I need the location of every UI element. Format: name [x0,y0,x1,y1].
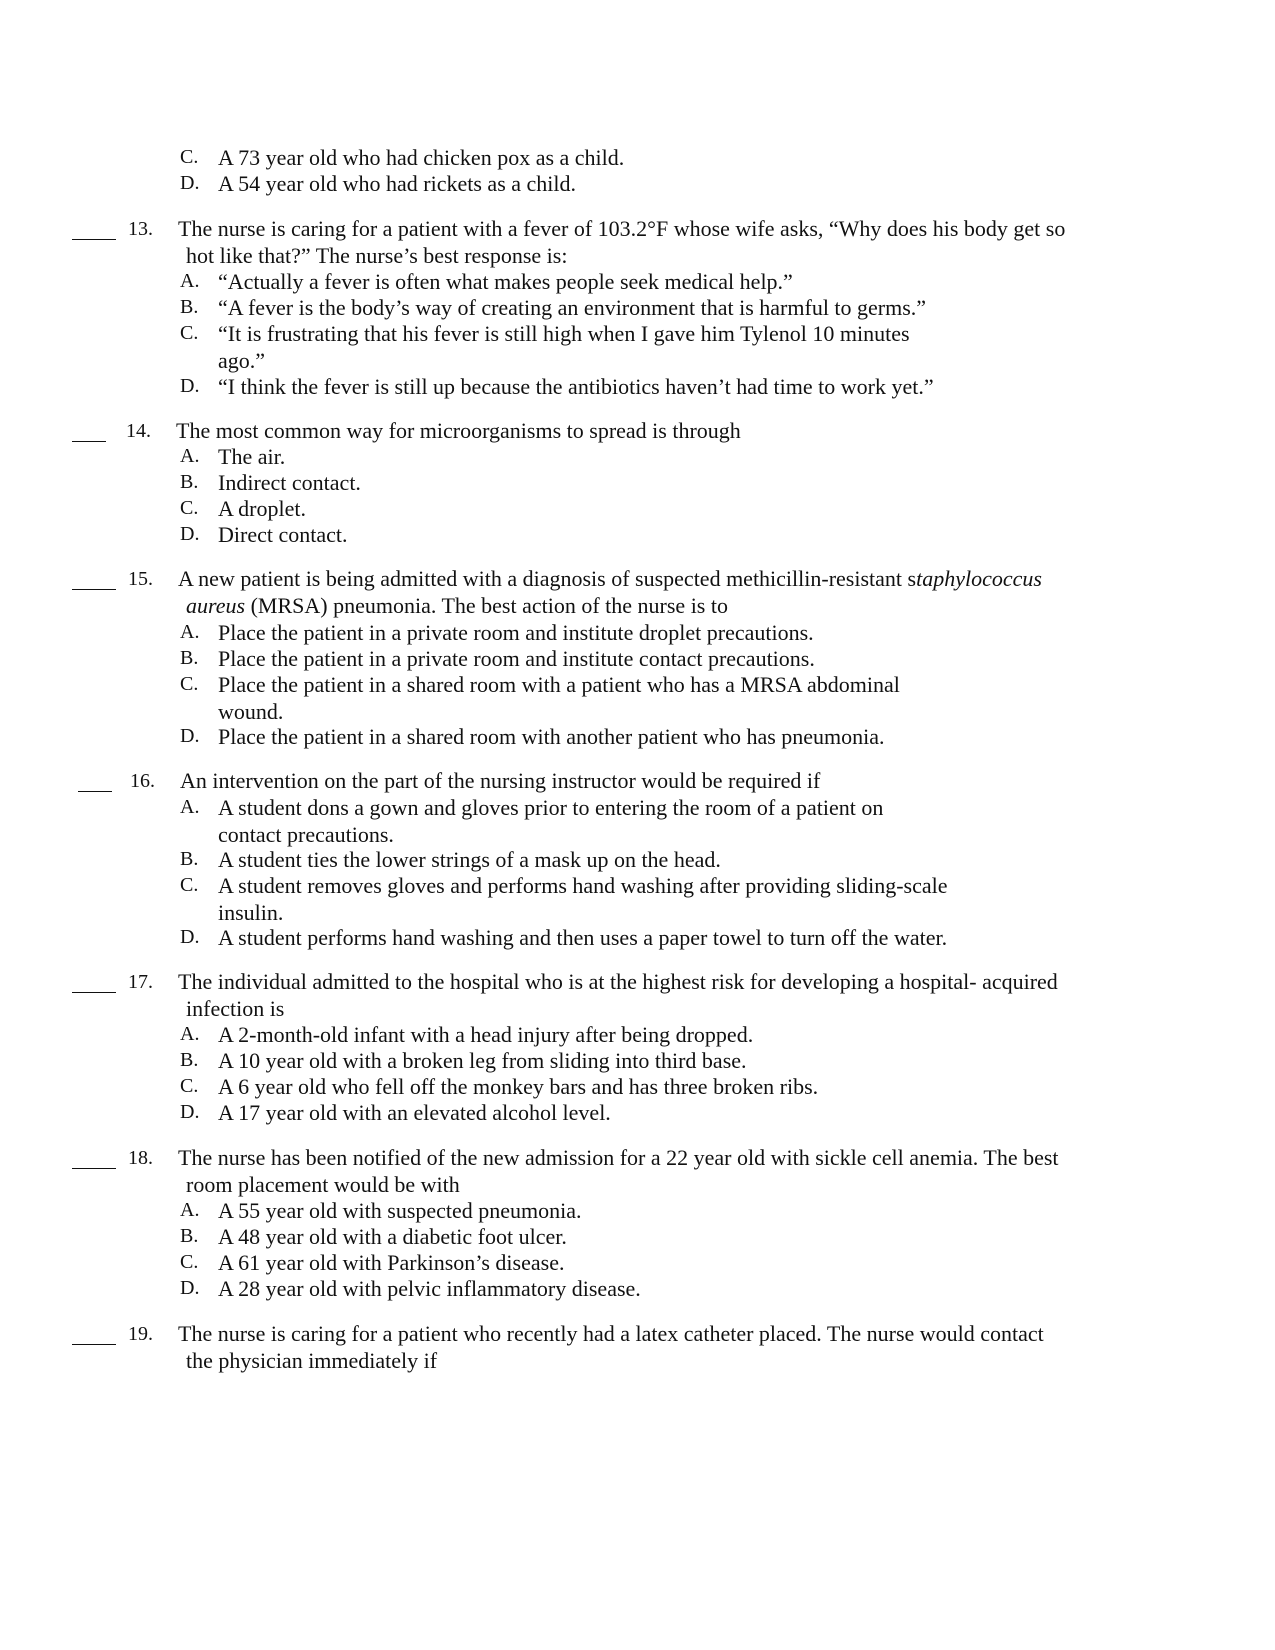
stem-line: hot like that?” The nurse’s best response is: [186,243,568,268]
question-stem [176,417,1182,444]
question-stem [178,1144,1184,1198]
stem-line: The individual admitted to the hospital who is at the highest risk for developing a hospital- acquired [178,969,1058,994]
question-number: 15. [128,568,153,590]
option-text-line: Place the patient in a shared room with a patient who has a MRSA abdominal [218,672,900,697]
question-stem [178,1320,1184,1374]
option-text: A droplet. [218,496,306,521]
option-text-line: wound. [218,699,284,724]
question-number: 13. [128,218,153,240]
option-text: A 61 year old with Parkinson’s disease. [218,1250,565,1275]
option-text: A 48 year old with a diabetic foot ulcer. [218,1224,567,1249]
option-letter: D. [180,172,200,194]
answer-blank[interactable] [72,567,116,590]
option-letter: C. [180,1251,199,1273]
answer-blank[interactable] [72,1322,116,1345]
stem-line: The nurse has been notified of the new admission for a 22 year old with sickle cell anemia. The best [178,1145,1059,1170]
option-letter: C. [180,1075,199,1097]
option-text: A 2-month-old infant with a head injury after being dropped. [218,1022,754,1047]
option-text: A 73 year old who had chicken pox as a child. [218,145,625,170]
question-number: 18. [128,1147,153,1169]
option-text: “A fever is the body’s way of creating an environment that is harmful to germs.” [218,295,927,320]
option-letter: B. [180,848,199,870]
option-letter: D. [180,375,200,397]
stem-line [184,592,1184,619]
stem-line: An intervention on the part of the nursing instructor would be required if [180,768,821,793]
species-name: taphylococcus [916,566,1042,591]
option-letter: D. [180,1277,200,1299]
option-letter: B. [180,296,199,318]
option-letter: B. [180,647,199,669]
option-letter: B. [180,1049,199,1071]
option-letter: C. [180,146,199,168]
option-letter: D. [180,1101,200,1123]
option-text [218,872,998,926]
option-letter: C. [180,322,199,344]
option-text [218,671,998,725]
question-number: 16. [130,770,155,792]
option-letter: A. [180,445,200,467]
option-text: “Actually a fever is often what makes people seek medical help.” [218,269,793,294]
option-text: A 17 year old with an elevated alcohol level. [218,1100,611,1125]
option-text-line: ago.” [218,348,266,373]
option-text-line: A student dons a gown and gloves prior to entering the room of a patient on [218,795,884,820]
option-text: A 28 year old with pelvic inflammatory disease. [218,1276,641,1301]
option-letter: C. [180,497,199,519]
option-letter: B. [180,1225,199,1247]
option-text: Indirect contact. [218,470,361,495]
option-text: Place the patient in a shared room with another patient who has pneumonia. [218,724,885,749]
question-number: 17. [128,971,153,993]
stem-text: A new patient is being admitted with a diagnosis of suspected methicillin-resistant s [178,566,917,591]
option-text: Direct contact. [218,522,348,547]
answer-blank[interactable] [72,419,106,442]
question-stem [180,767,1186,794]
answer-blank[interactable] [78,769,112,792]
option-text: The air. [218,444,286,469]
stem-line: the physician immediately if [186,1348,438,1373]
option-letter: A. [180,1023,200,1045]
stem-line: infection is [186,996,285,1021]
stem-line [178,565,1184,592]
question-stem [178,565,1184,619]
stem-line: The most common way for microorganisms to spread is through [176,418,741,443]
stem-line: room placement would be with [186,1172,460,1197]
option-text-line: “It is frustrating that his fever is still high when I gave him Tylenol 10 minutes [218,321,910,346]
question-number: 14. [126,420,151,442]
option-letter: A. [180,1199,200,1221]
species-name: aureus [186,593,246,618]
option-text: Place the patient in a private room and institute droplet precautions. [218,620,814,645]
option-letter: A. [180,796,200,818]
stem-text: (MRSA) pneumonia. The best action of the nurse is to [245,593,728,618]
option-text [218,320,998,374]
option-letter: B. [180,471,199,493]
option-text: A student performs hand washing and then uses a paper towel to turn off the water. [218,925,948,950]
option-text [218,794,998,848]
answer-blank[interactable] [72,970,116,993]
answer-blank[interactable] [72,1146,116,1169]
question-stem [178,968,1184,1022]
option-text: A 6 year old who fell off the monkey bars and has three broken ribs. [218,1074,819,1099]
option-text: “I think the fever is still up because the antibiotics haven’t had time to work yet.” [218,374,934,399]
option-text-line: insulin. [218,900,284,925]
option-letter: A. [180,270,200,292]
option-letter: D. [180,926,200,948]
option-text: Place the patient in a private room and institute contact precautions. [218,646,815,671]
option-letter: A. [180,621,200,643]
option-letter: D. [180,725,200,747]
stem-line: The nurse is caring for a patient with a fever of 103.2°F whose wife asks, “Why does his body get so [178,216,1066,241]
option-text: A 54 year old who had rickets as a child. [218,171,577,196]
answer-blank[interactable] [72,217,116,240]
option-text: A 55 year old with suspected pneumonia. [218,1198,582,1223]
question-number: 19. [128,1323,153,1345]
option-letter: C. [180,874,199,896]
stem-line: The nurse is caring for a patient who recently had a latex catheter placed. The nurse would contact [178,1321,1044,1346]
option-text: A 10 year old with a broken leg from sliding into third base. [218,1048,747,1073]
option-text-line: A student removes gloves and performs hand washing after providing sliding-scale [218,873,948,898]
option-text: A student ties the lower strings of a mask up on the head. [218,847,721,872]
option-text-line: contact precautions. [218,822,394,847]
option-letter: D. [180,523,200,545]
option-letter: C. [180,673,199,695]
question-stem [178,215,1184,269]
